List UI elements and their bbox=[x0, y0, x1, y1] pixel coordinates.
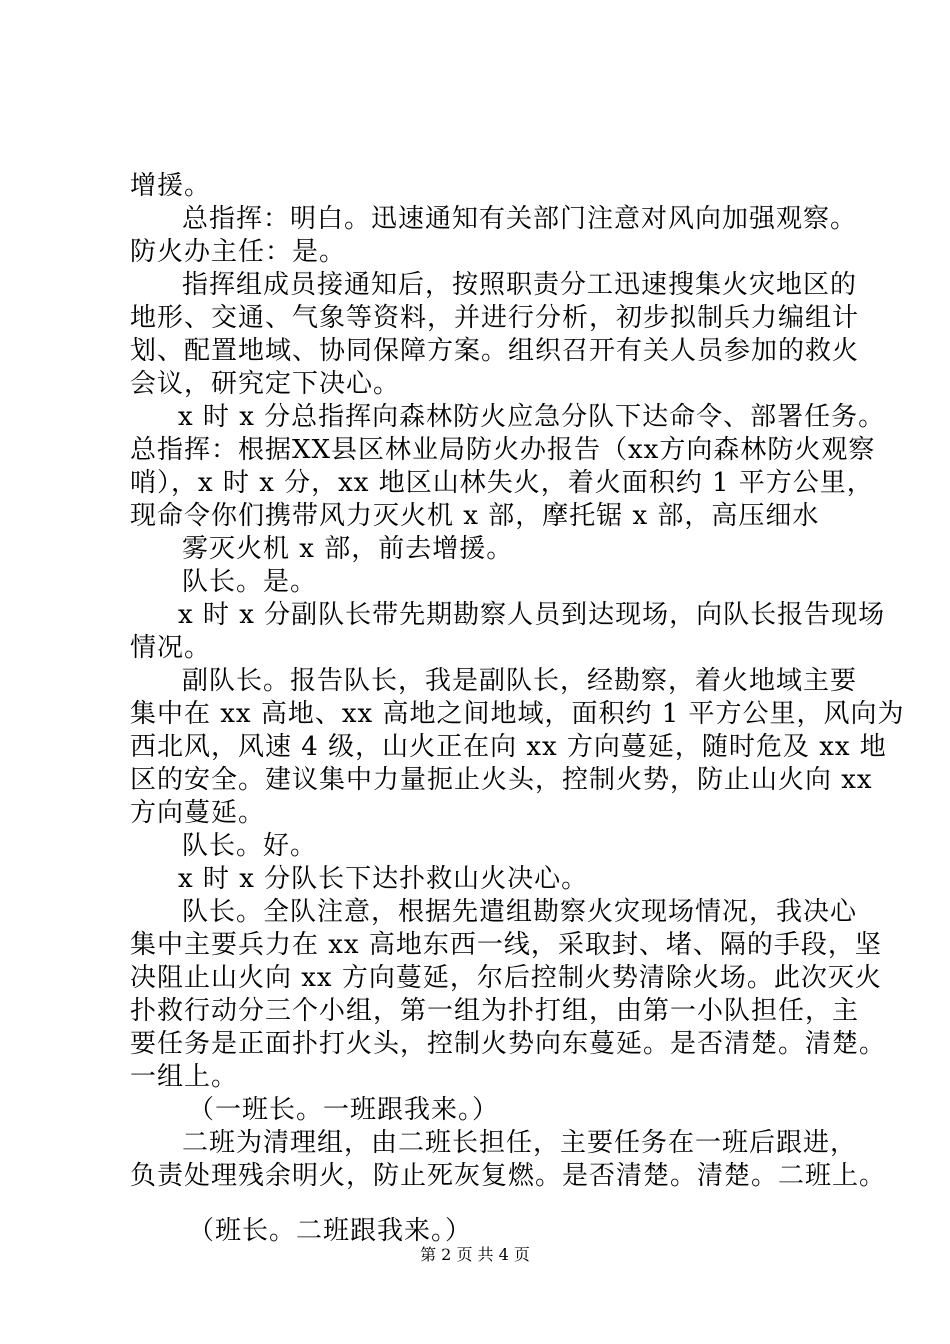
page-footer: 第 2 页 共 4 页 bbox=[420, 1245, 530, 1264]
text-line: 指挥组成员接通知后，按照职责分工迅速搜集火灾地区的 bbox=[182, 270, 858, 300]
text-line: x 时 x 分副队长带先期勘察人员到达现场，向队长报告现场 bbox=[178, 600, 886, 630]
text-line: 哨），x 时 x 分，xx 地区山林失火，着火面积约 1 平方公里， bbox=[130, 468, 874, 498]
text-line: 会议，研究定下决心。 bbox=[130, 369, 401, 399]
text-line: 情况。 bbox=[130, 633, 212, 663]
text-line: 增援。 bbox=[130, 171, 212, 201]
text-line: 区的安全。建议集中力量扼止火头，控制火势，防止山火向 xx bbox=[130, 765, 873, 795]
text-line: 雾灭火机 x 部，前去增援。 bbox=[182, 534, 514, 564]
text-line: 总指挥：根据XX县区林业局防火办报告（xx方向森林防火观察 bbox=[130, 435, 876, 465]
text-line: 要任务是正面扑打火头，控制火势向东蔓延。是否清楚。清楚。 bbox=[130, 1029, 887, 1059]
text-line: 现命令你们携带风力灭火机 x 部，摩托锯 x 部，高压细水 bbox=[130, 501, 820, 531]
text-line: x 时 x 分队长下达扑救山火决心。 bbox=[178, 864, 589, 894]
text-line: 防火办主任：是。 bbox=[130, 237, 347, 267]
text-line: x 时 x 分总指挥向森林防火应急分队下达命令、部署任务。 bbox=[178, 402, 886, 432]
text-line: 总指挥：明白。迅速通知有关部门注意对风向加强观察。 bbox=[182, 204, 858, 234]
text-line: 队长。是。 bbox=[182, 567, 318, 597]
text-line: 集中主要兵力在 xx 高地东西一线，采取封、堵、隔的手段，坚 bbox=[130, 930, 882, 960]
text-line: 集中在 xx 高地、xx 高地之间地域，面积约 1 平方公里，风向为 bbox=[130, 699, 905, 729]
text-line: 划、配置地域、协同保障方案。组织召开有关人员参加的救火 bbox=[130, 336, 860, 366]
document-body bbox=[130, 170, 905, 1248]
text-line: 队长。全队注意，根据先遣组勘察火灾现场情况，我决心 bbox=[182, 897, 858, 927]
text-line: （一班长。一班跟我来。） bbox=[188, 1095, 500, 1125]
text-line: 二班为清理组，由二班长担任，主要任务在一班后跟进， bbox=[182, 1128, 858, 1158]
text-line: 决阻止山火向 xx 方向蔓延，尔后控制火势清除火场。此次灭火 bbox=[130, 963, 882, 993]
paragraph-gap bbox=[130, 1193, 870, 1215]
text-line: 西北风，风速 4 级，山火正在向 xx 方向蔓延，随时危及 xx 地 bbox=[130, 732, 887, 762]
text-line: 负责处理残余明火，防止死灰复燃。是否清楚。清楚。二班上。 bbox=[130, 1161, 887, 1191]
text-line: 队长。好。 bbox=[182, 831, 318, 861]
text-line: 副队长。报告队长，我是副队长，经勘察，着火地域主要 bbox=[182, 666, 858, 696]
text-line: 方向蔓延。 bbox=[130, 798, 266, 828]
text-line: 一组上。 bbox=[130, 1062, 239, 1092]
text-line: 地形、交通、气象等资料，并进行分析，初步拟制兵力编组计 bbox=[130, 303, 860, 333]
text-line: （班长。二班跟我来。） bbox=[188, 1216, 473, 1246]
text-line: 扑救行动分三个小组，第一组为扑打组，由第一小队担任，主 bbox=[130, 996, 860, 1026]
